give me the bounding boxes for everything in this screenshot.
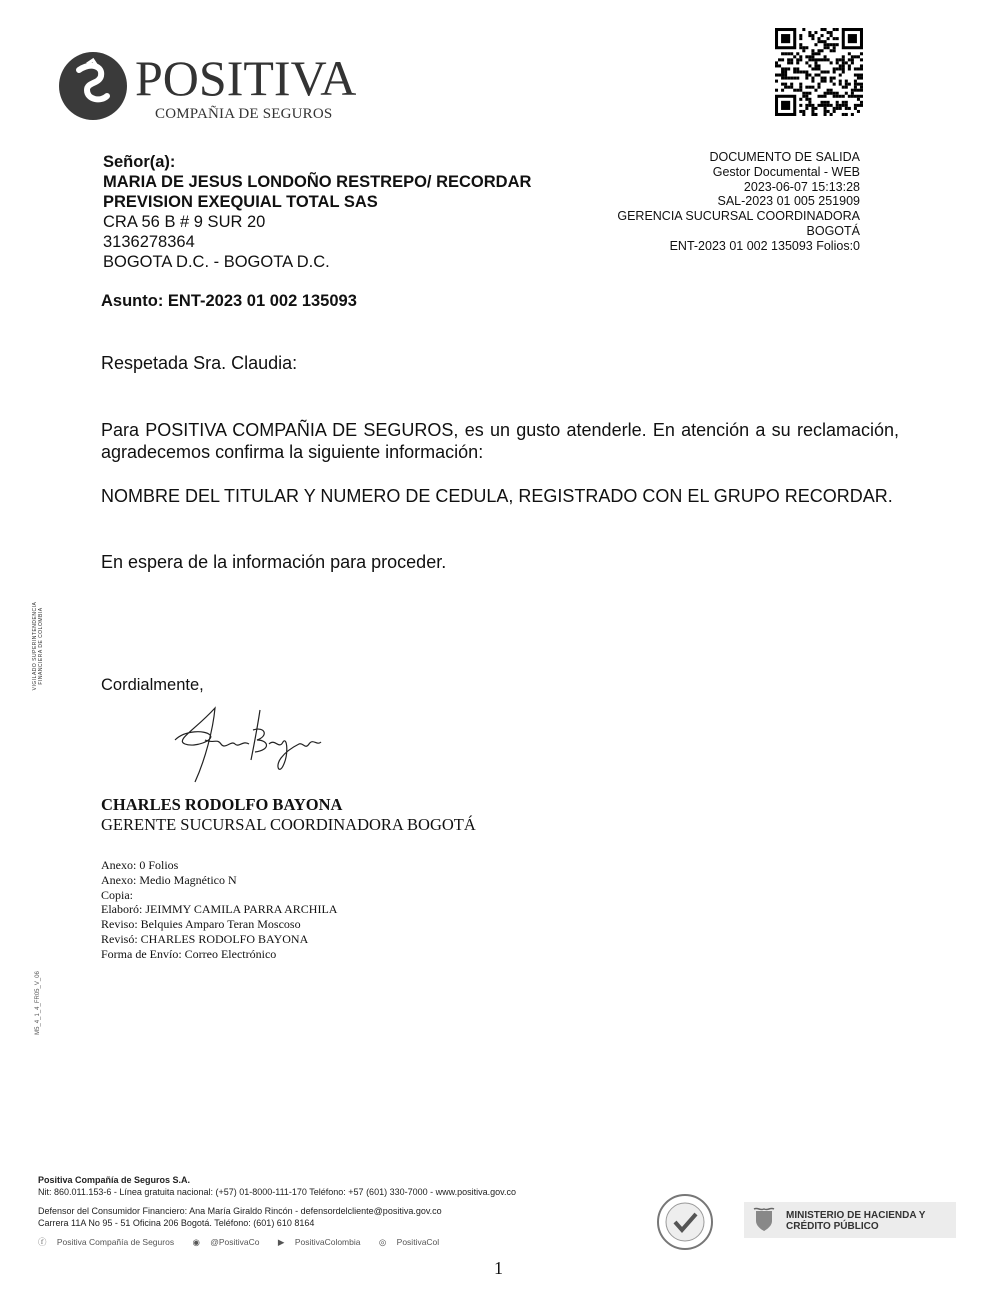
document-metadata [560,150,860,254]
facebook-icon: ⓕ [38,1237,47,1247]
brand-subtitle: COMPAÑIA DE SEGUROS [155,106,333,122]
vigilado-text: VIGILADO SUPERINTENDENCIA FINANCIERA DE COLOMBIA [32,601,44,691]
company-logo [57,48,357,128]
social-twitter[interactable] [192,1237,267,1247]
doc-entry-number: ENT-2023 01 002 135093 Folios:0 [669,238,860,253]
twitter-label: @PositivaCo [210,1237,260,1247]
annex-folios: Anexo: 0 Folios [101,858,179,872]
footer-nit: Nit: 860.011.153-6 - Línea gratuita nacional: (+57) 01-8000-111-170 Teléfono: +57 (601) 330-7000 - www.positiva.gov.co [38,1186,516,1197]
letter-greeting: Respetada Sra. Claudia: [101,353,298,373]
positiva-emblem-icon [57,50,129,122]
signer-name: CHARLES RODOLFO BAYONA [101,795,343,814]
form-code-mark [28,960,42,1050]
youtube-label: PositivaColombia [294,1237,361,1247]
recipient-city: BOGOTA D.C. - BOGOTA D.C. [103,253,330,271]
salutation: Señor(a): [103,153,176,171]
recipient-name-line2: PREVISION EXEQUIAL TOTAL SAS [103,193,378,211]
facebook-label: Positiva Compañía de Seguros [56,1237,175,1247]
handwritten-signature [165,700,330,790]
letter-subject: Asunto: ENT-2023 01 002 135093 [101,292,357,310]
annex-block [101,858,337,962]
footer-defensor: Defensor del Consumidor Financiero: Ana María Giraldo Rincón - defensordelcliente@positiva.gov.co [38,1206,442,1216]
recipient-phone: 3136278364 [103,233,195,251]
recipient-name-line1: MARIA DE JESUS LONDOÑO RESTREPO/ RECORDAR [103,173,532,191]
footer-address: Carrera 11A No 95 - 51 Oficina 206 Bogotá. Teléfono: (601) 610 8164 [38,1217,315,1228]
annex-media: Anexo: Medio Magnético N [101,872,237,887]
page-footer [38,1175,598,1249]
page-number: 1 [494,1258,503,1278]
ministry-badge [744,1202,956,1238]
instagram-icon: ◎ [378,1237,387,1247]
social-facebook[interactable] [38,1237,182,1247]
annex-delivery-method: Forma de Envío: Correo Electrónico [101,946,277,961]
social-instagram[interactable] [379,1237,447,1247]
qr-code-icon [775,28,863,116]
doc-office: GERENCIA SUCURSAL COORDINADORA [617,209,860,224]
ministry-name [786,1210,925,1232]
ministry-name-line2: CRÉDITO PÚBLICO [786,1221,879,1232]
recipient-address: CRA 56 B # 9 SUR 20 [103,213,266,231]
signer-title: GERENTE SUCURSAL COORDINADORA BOGOTÁ [101,815,476,834]
coat-of-arms-icon [752,1207,776,1233]
doc-output-number: SAL-2023 01 005 251909 [717,194,860,209]
youtube-icon: ▶ [277,1237,285,1247]
instagram-label: PositivaCol [396,1237,440,1247]
ministry-name-line1: MINISTERIO DE HACIENDA Y [786,1210,926,1221]
brand-name: POSITIVA [135,50,357,106]
doc-type: DOCUMENTO DE SALIDA [709,150,860,164]
annex-copy: Copia: [101,887,133,902]
annex-reviewed-by-1: Reviso: Belquies Amparo Teran Moscoso [101,917,301,932]
doc-timestamp: 2023-06-07 15:13:28 [743,179,860,194]
letter-paragraph-1: Para POSITIVA COMPAÑIA DE SEGUROS, es un gusto atenderle. En atención a su reclamación, agradecemos confirma la siguiente información: [101,420,899,462]
twitter-icon: ◉ [192,1237,200,1247]
letter-paragraph-2: NOMBRE DEL TITULAR Y NUMERO DE CEDULA, REGISTRADO CON EL GRUPO RECORDAR. [101,486,893,506]
vigilado-mark [28,590,42,705]
doc-city: BOGOTÁ [806,223,860,238]
letter-paragraph-3: En espera de la información para proceder. [101,552,447,572]
form-code-text: M5_4_1_4_FR05_V_06 [35,971,41,1035]
letter-closing: Cordialmente, [101,676,204,694]
certification-seal-icon [656,1193,714,1251]
doc-system: Gestor Documental - WEB [712,164,860,179]
annex-reviewed-by-2: Revisó: CHARLES RODOLFO BAYONA [101,931,309,946]
recipient-block [103,152,623,272]
annex-prepared-by: Elaboró: JEIMMY CAMILA PARRA ARCHILA [101,902,338,917]
footer-company: Positiva Compañía de Seguros S.A. [38,1175,191,1185]
footer-social [38,1237,598,1249]
social-youtube[interactable] [278,1237,369,1247]
